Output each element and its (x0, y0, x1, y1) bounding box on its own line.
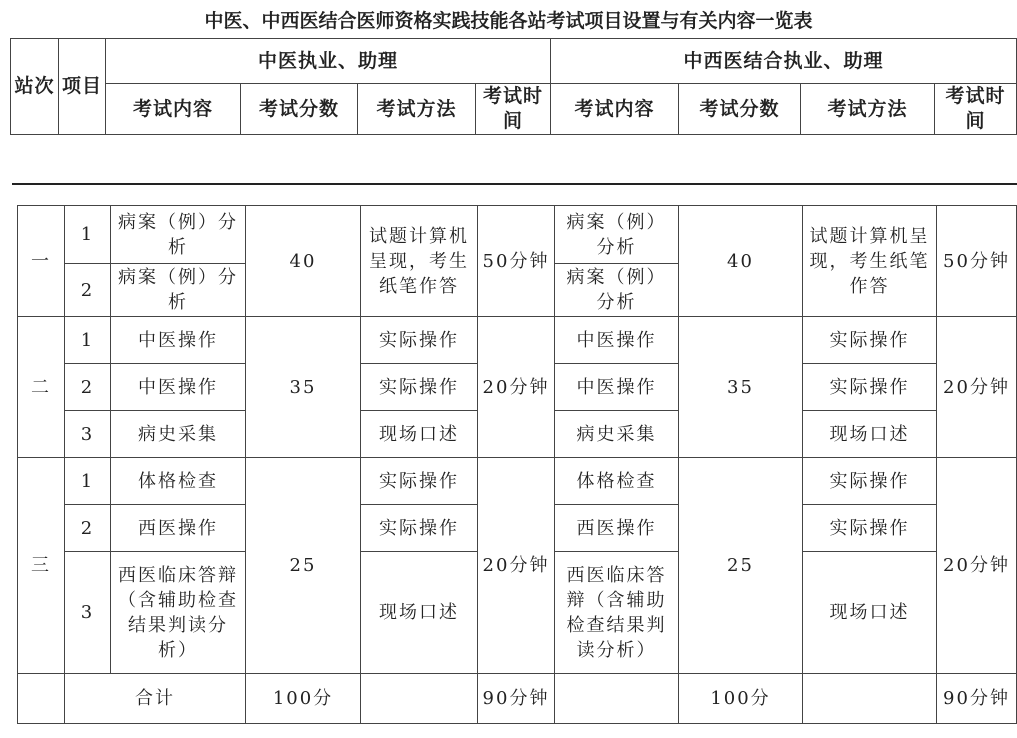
total-empty-cell (360, 673, 478, 724)
int-exam-content: 中医操作 (554, 363, 679, 411)
tcm-exam-content: 病史采集 (110, 410, 246, 458)
header-group-integrated: 中西医结合执业、助理 (550, 38, 1017, 84)
int-exam-method: 实际操作 (802, 504, 937, 552)
total-label: 合计 (64, 673, 246, 724)
total-empty-cell (802, 673, 937, 724)
int-exam-method: 现场口述 (802, 410, 937, 458)
int-exam-content: 体格检查 (554, 457, 679, 505)
int-exam-content: 病案（例）分析 (554, 205, 679, 264)
item-number: 3 (64, 410, 111, 458)
header-tcm-col: 考试分数 (240, 83, 358, 135)
tcm-exam-method: 实际操作 (360, 316, 478, 364)
tcm-exam-content: 病案（例）分析 (110, 205, 246, 264)
item-number: 3 (64, 551, 111, 674)
header-int-col: 考试内容 (550, 83, 679, 135)
tcm-exam-time: 20分钟 (477, 457, 555, 674)
int-exam-content: 西医临床答辩（含辅助检查结果判读分析） (554, 551, 679, 674)
total-tcm-score: 100分 (245, 673, 361, 724)
tcm-exam-score: 25 (245, 457, 361, 674)
header-item: 项目 (58, 38, 106, 135)
item-number: 2 (64, 363, 111, 411)
tcm-exam-content: 西医操作 (110, 504, 246, 552)
tcm-exam-method: 实际操作 (360, 363, 478, 411)
header-tcm-col: 考试方法 (357, 83, 476, 135)
int-exam-score: 35 (678, 316, 803, 458)
page-title: 中医、中西医结合医师资格实践技能各站考试项目设置与有关内容一览表 (204, 10, 813, 32)
item-number: 1 (64, 316, 111, 364)
divider (12, 183, 1017, 185)
header-int-col: 考试方法 (800, 83, 935, 135)
int-exam-method: 试题计算机呈现，考生纸笔作答 (802, 205, 937, 317)
int-exam-method: 实际操作 (802, 363, 937, 411)
station-label: 一 (17, 205, 65, 317)
item-number: 1 (64, 205, 111, 264)
tcm-exam-method: 试题计算机呈现，考生纸笔作答 (360, 205, 478, 317)
total-int-score: 100分 (678, 673, 803, 724)
tcm-exam-time: 50分钟 (477, 205, 555, 317)
tcm-exam-score: 40 (245, 205, 361, 317)
int-exam-time: 20分钟 (936, 316, 1017, 458)
int-exam-content: 中医操作 (554, 316, 679, 364)
total-tcm-time: 90分钟 (477, 673, 555, 724)
int-exam-method: 现场口述 (802, 551, 937, 674)
int-exam-content: 病史采集 (554, 410, 679, 458)
tcm-exam-score: 35 (245, 316, 361, 458)
total-int-time: 90分钟 (936, 673, 1017, 724)
int-exam-score: 40 (678, 205, 803, 317)
tcm-exam-method: 实际操作 (360, 504, 478, 552)
int-exam-time: 20分钟 (936, 457, 1017, 674)
int-exam-score: 25 (678, 457, 803, 674)
int-exam-method: 实际操作 (802, 457, 937, 505)
header-int-col: 考试时间 (934, 83, 1017, 135)
tcm-exam-content: 体格检查 (110, 457, 246, 505)
tcm-exam-method: 实际操作 (360, 457, 478, 505)
tcm-exam-method: 现场口述 (360, 410, 478, 458)
header-tcm-col: 考试内容 (105, 83, 241, 135)
item-number: 2 (64, 504, 111, 552)
item-number: 1 (64, 457, 111, 505)
header-station: 站次 (10, 38, 59, 135)
header-group-tcm: 中医执业、助理 (105, 38, 551, 84)
station-label: 二 (17, 316, 65, 458)
item-number: 2 (64, 263, 111, 317)
tcm-exam-content: 病案（例）分析 (110, 263, 246, 317)
header-tcm-col: 考试时间 (475, 83, 551, 135)
int-exam-content: 病案（例）分析 (554, 263, 679, 317)
header-int-col: 考试分数 (678, 83, 801, 135)
tcm-exam-content: 西医临床答辩（含辅助检查结果判读分析） (110, 551, 246, 674)
int-exam-method: 实际操作 (802, 316, 937, 364)
station-label: 三 (17, 457, 65, 674)
int-exam-time: 50分钟 (936, 205, 1017, 317)
total-empty-cell (554, 673, 679, 724)
tcm-exam-method: 现场口述 (360, 551, 478, 674)
int-exam-content: 西医操作 (554, 504, 679, 552)
tcm-exam-content: 中医操作 (110, 363, 246, 411)
tcm-exam-content: 中医操作 (110, 316, 246, 364)
total-empty-cell (17, 673, 65, 724)
tcm-exam-time: 20分钟 (477, 316, 555, 458)
